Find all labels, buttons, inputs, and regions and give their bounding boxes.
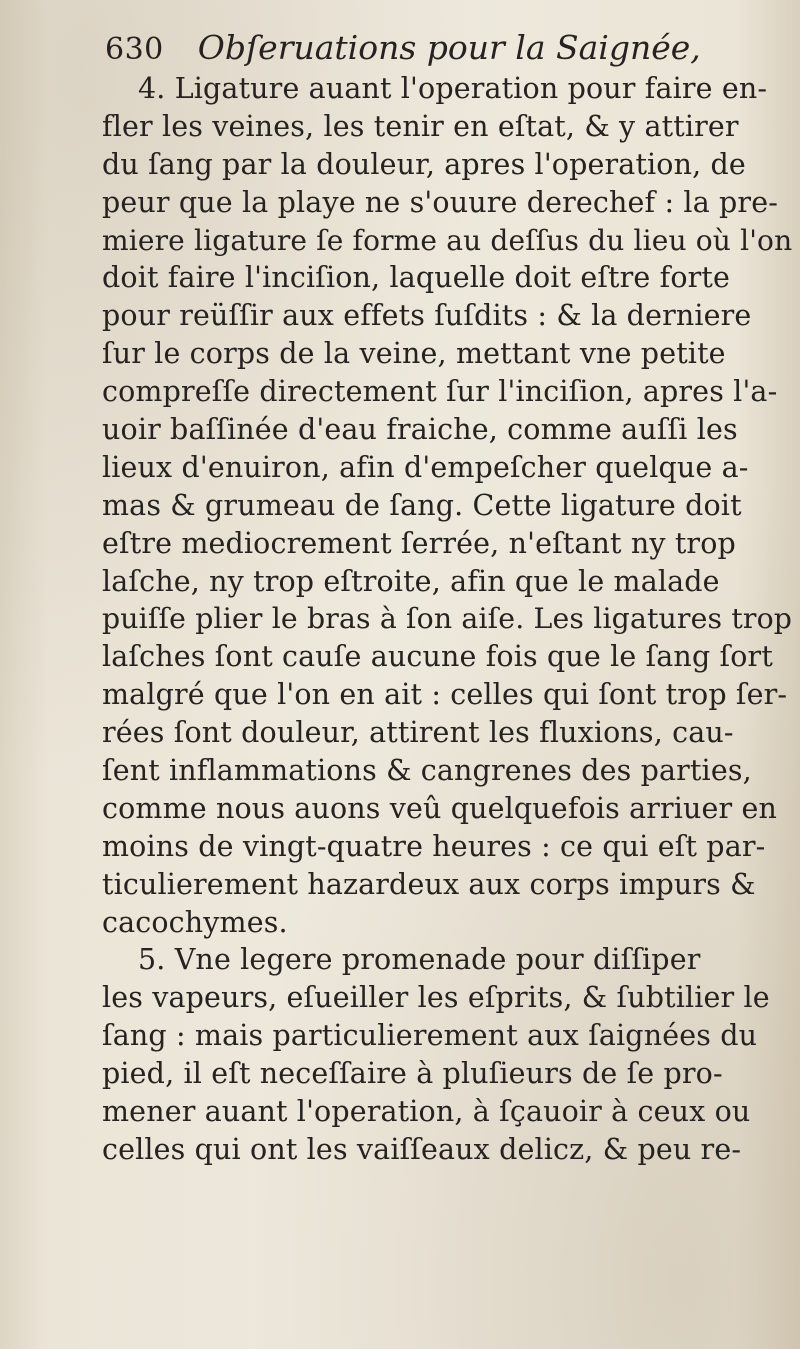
text-line: ticulierement hazardeux aux corps impurs & [102,867,756,901]
text-line: laſches ſont cauſe aucune fois que le ſang ſort [102,640,773,674]
text-line: doit faire l'inciſion, laquelle doit eſtre forte [102,261,731,295]
text-line: pour reüſſir aux effets ſuſdits : & la derniere [102,299,752,333]
running-title: Obſeruations pour la Saignée, [197,28,701,67]
text-line: cacochymes. [102,905,288,939]
text-line: eſtre mediocrement ſerrée, n'eſtant ny trop [102,526,736,560]
text-line: peur que la playe ne s'ouure derechef : la pre- [102,185,779,219]
text-line: compreſſe directement ſur l'inciſion, apres l'a- [102,375,778,409]
text-line: celles qui ont les vaiſſeaux delicz, & peu re- [102,1132,742,1166]
text-line: les vapeurs, eſueiller les eſprits, & ſubtilier le [102,981,770,1015]
text-line: ſent inflammations & cangrenes des parties, [102,754,752,788]
text-line: ſang : mais particulierement aux ſaignées du [102,1019,758,1053]
text-line: 5. Vne legere promenade pour diſſiper [138,943,701,977]
text-line: mas & grumeau de ſang. Cette ligature doit [102,488,742,522]
text-line: laſche, ny trop eſtroite, afin que le malade [102,564,720,598]
text-line: puiſſe plier le bras à ſon aiſe. Les ligatures trop [102,602,793,636]
body-text [102,70,792,1169]
text-line: pied, il eſt neceſſaire à pluſieurs de ſe pro- [102,1057,723,1091]
text-line: rées ſont douleur, attirent les fluxions, cau- [102,716,734,750]
text-line: ſur le corps de la veine, mettant vne petite [102,337,726,371]
text-line: fler les veines, les tenir en eſtat, & y attirer [102,109,739,143]
text-line: 4. Ligature auant l'operation pour faire en- [138,72,768,105]
text-line: moins de vingt-quatre heures : ce qui eſt par- [102,829,766,863]
text-line: du ſang par la douleur, apres l'operation, de [102,147,746,181]
text-line: uoir baſſinée d'eau fraiche, comme auſſi les [102,413,738,447]
page-number: 630 [105,32,164,67]
text-line: lieux d'enuiron, afin d'empeſcher quelque a- [102,450,749,484]
text-line: mener auant l'operation, à ſçauoir à ceux ou [102,1095,751,1129]
text-line: miere ligature ſe forme au deſſus du lieu où l'on [102,223,793,257]
text-line: comme nous auons veû quelquefois arriuer en [102,791,778,825]
text-line: malgré que l'on en ait : celles qui ſont trop ſer- [102,678,788,712]
